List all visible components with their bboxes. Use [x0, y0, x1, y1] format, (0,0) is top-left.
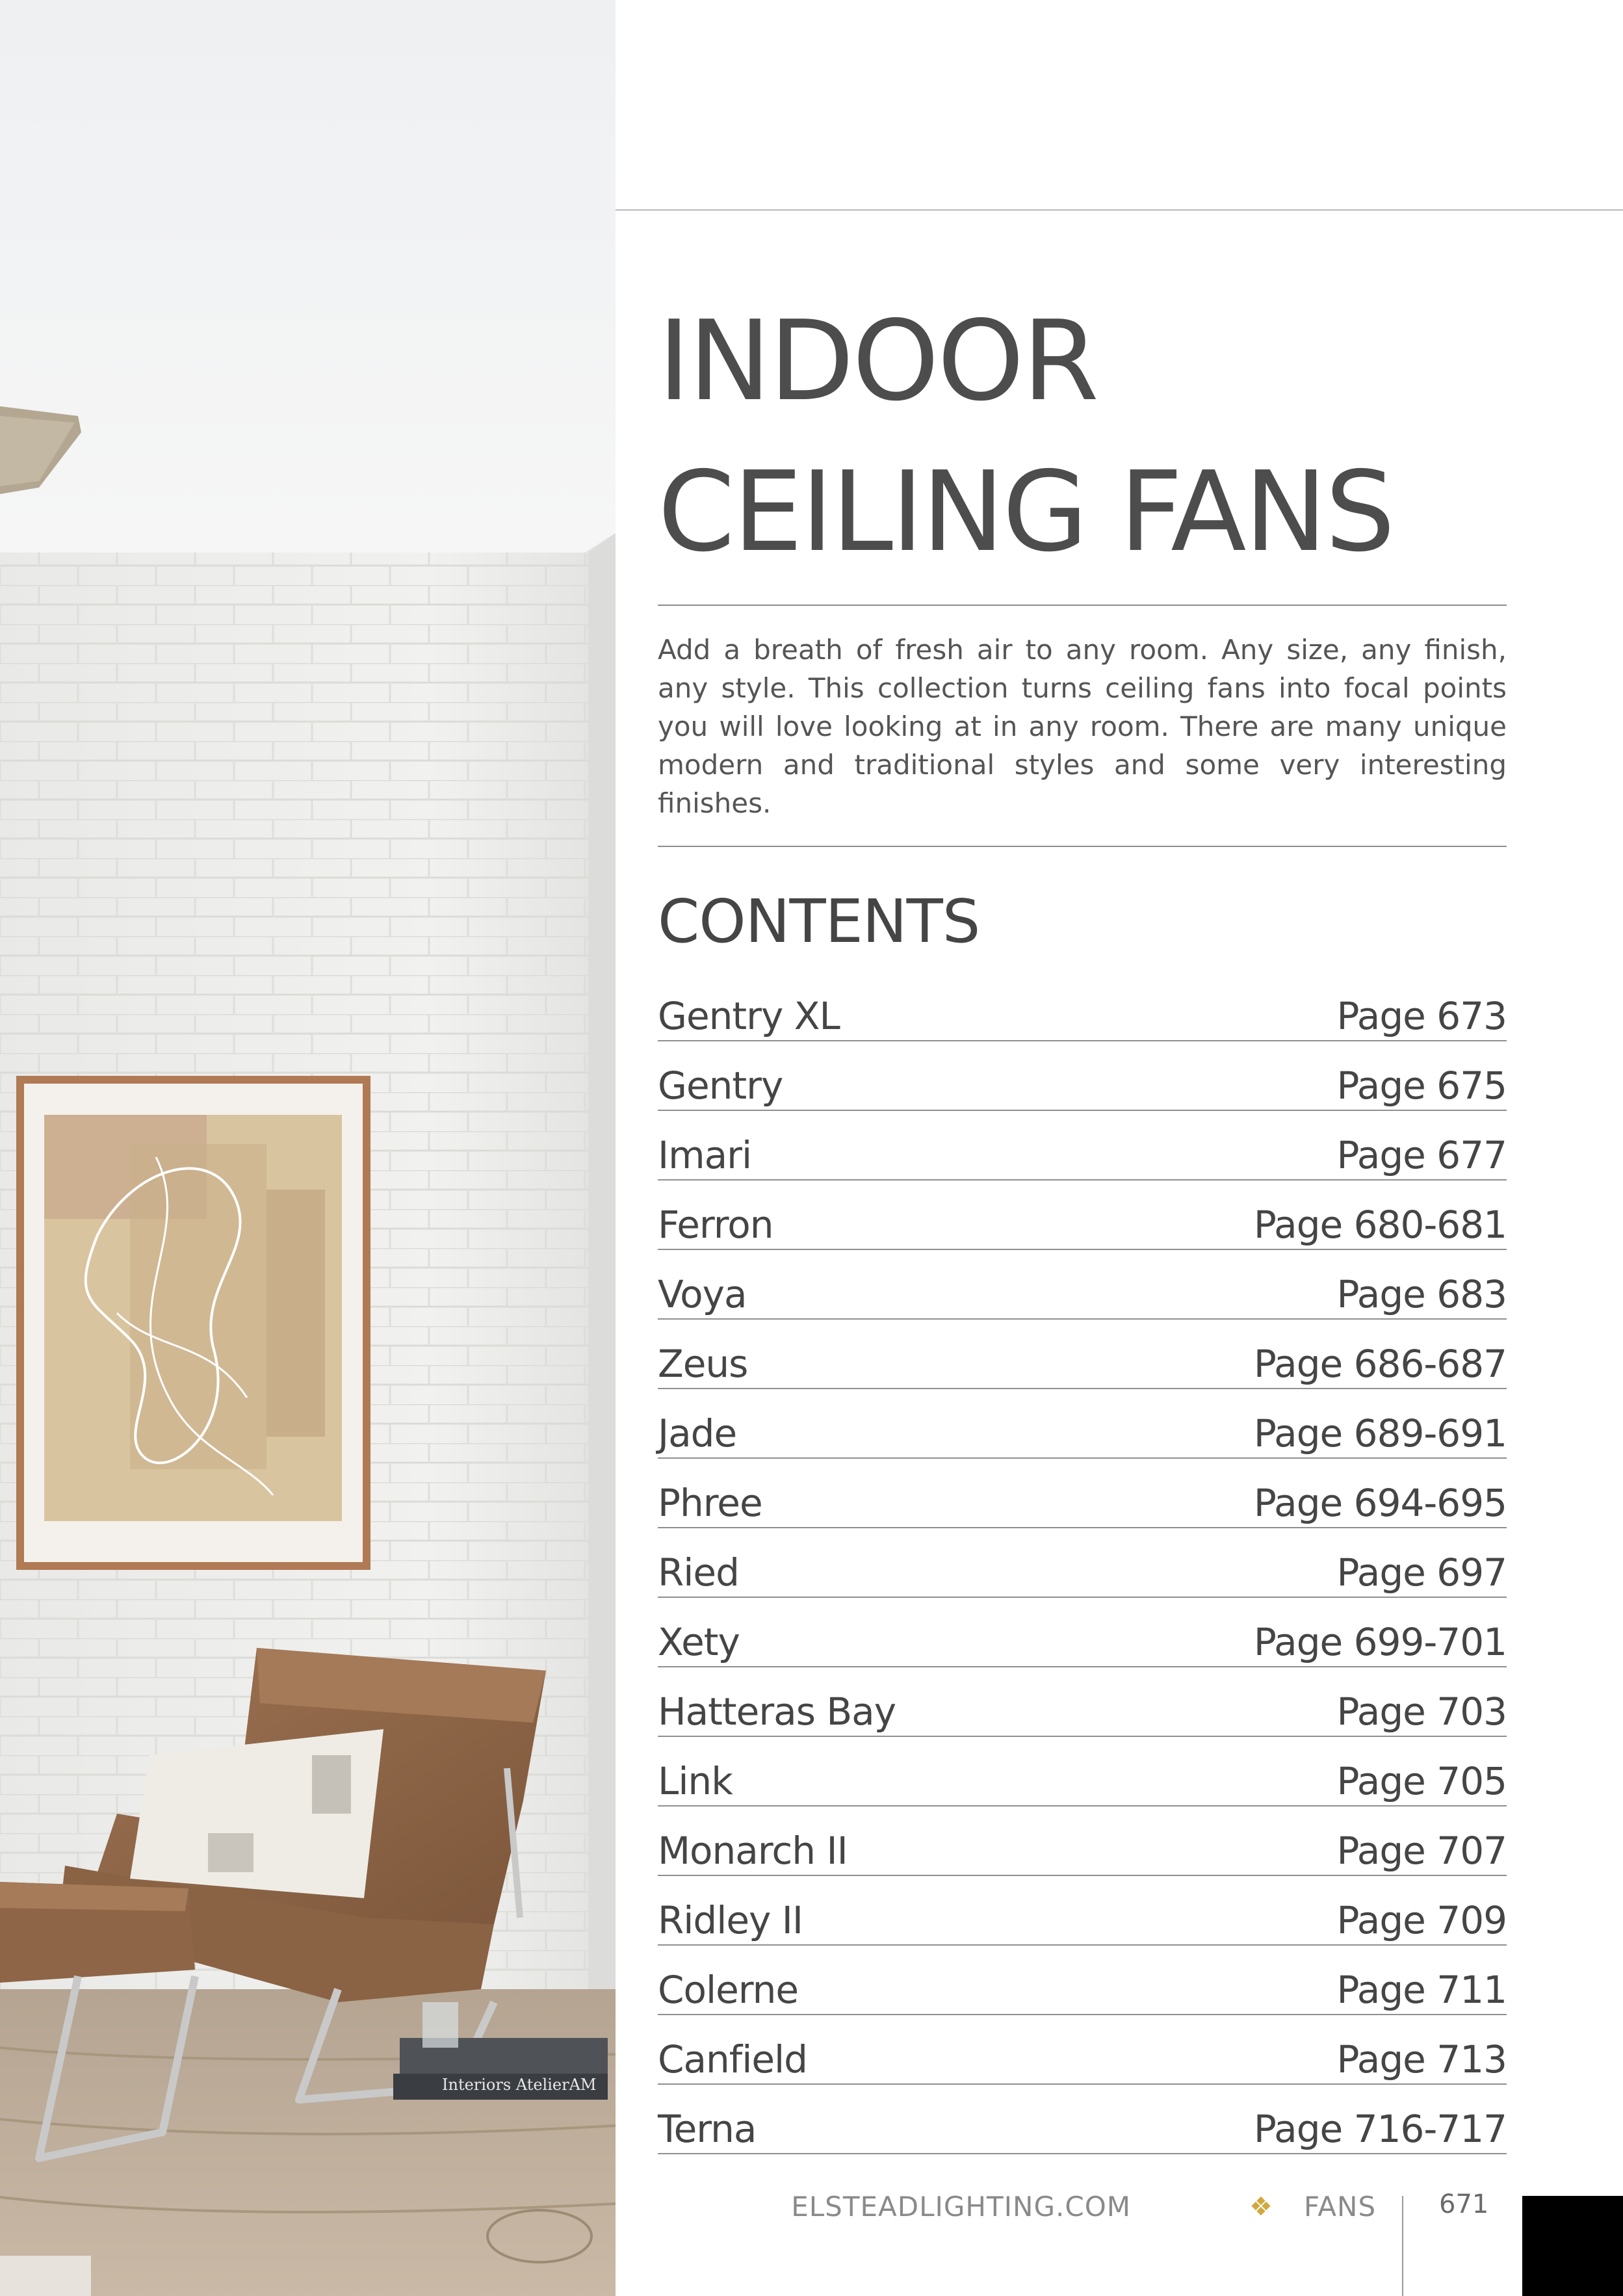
book-title: Interiors AtelierAM	[442, 2076, 597, 2094]
contents-item-name: Ferron	[658, 1203, 773, 1247]
contents-item-page: Page 699-701	[1253, 1620, 1507, 1664]
contents-item-name: Ried	[658, 1550, 739, 1595]
contents-item[interactable]	[658, 1320, 1507, 1389]
contents-item-page: Page 694-695	[1253, 1481, 1507, 1525]
contents-item-page: Page 683	[1336, 1272, 1507, 1316]
intro-divider	[658, 846, 1507, 847]
contents-item-name: Phree	[658, 1481, 762, 1525]
corner-tab	[1522, 2196, 1623, 2296]
contents-item[interactable]	[658, 1667, 1507, 1737]
contents-item-page: Page 677	[1336, 1133, 1507, 1177]
title-line-1: INDOOR	[658, 297, 1097, 426]
contents-item-page: Page 716-717	[1253, 2107, 1507, 2151]
contents-item[interactable]	[658, 1041, 1507, 1111]
contents-item-name: Gentry	[658, 1063, 783, 1108]
contents-item[interactable]	[658, 972, 1507, 1041]
footer	[780, 2184, 1495, 2230]
contents-item[interactable]	[658, 1876, 1507, 1946]
contents-item-name: Terna	[658, 2107, 757, 2151]
contents-item[interactable]	[658, 1250, 1507, 1320]
website-link[interactable]: ELSTEADLIGHTING.COM	[791, 2191, 1131, 2223]
contents-item-name: Monarch II	[658, 1829, 848, 1873]
contents-item-name: Xety	[658, 1620, 740, 1664]
page-number: 671	[1439, 2189, 1489, 2219]
contents-item-name: Zeus	[658, 1342, 748, 1386]
contents-item[interactable]	[658, 2085, 1507, 2154]
contents-item-page: Page 705	[1336, 1759, 1507, 1803]
contents-item-name: Imari	[658, 1133, 752, 1177]
contents-item-page: Page 697	[1336, 1550, 1507, 1595]
contents-item-page: Page 707	[1336, 1829, 1507, 1873]
interior-photo	[0, 0, 616, 2296]
diamond-icon: ❖	[1249, 2192, 1273, 2222]
contents-item-name: Link	[658, 1759, 733, 1803]
top-divider	[616, 209, 1623, 211]
contents-item-page: Page 675	[1336, 1063, 1507, 1108]
contents-list	[658, 972, 1507, 2154]
contents-item-page: Page 686-687	[1253, 1342, 1507, 1386]
intro-paragraph: Add a breath of fresh air to any room. Any size, any finish, any style. This collection turns ceiling fans into focal points you will love looking at in any room. There are many unique modern and traditional styles and some very interesting finishes.	[658, 634, 1507, 819]
contents-item-page: Page 709	[1336, 1898, 1507, 1942]
contents-item[interactable]	[658, 1111, 1507, 1181]
contents-item[interactable]	[658, 1946, 1507, 2015]
contents-item-name: Hatteras Bay	[658, 1689, 896, 1734]
contents-item-page: Page 673	[1336, 994, 1507, 1038]
contents-item[interactable]	[658, 1389, 1507, 1459]
section-label: FANS	[1304, 2191, 1377, 2223]
contents-item-name: Canfield	[658, 2037, 807, 2081]
contents-item-page: Page 703	[1336, 1689, 1507, 1734]
contents-item-page: Page 689-691	[1253, 1411, 1507, 1455]
title-line-2: CEILING FANS	[658, 448, 1394, 577]
contents-item-name: Ridley II	[658, 1898, 803, 1942]
contents-item[interactable]	[658, 1737, 1507, 1807]
contents-item[interactable]	[658, 1807, 1507, 1876]
contents-item-page: Page 680-681	[1253, 1203, 1507, 1247]
page-title	[658, 286, 1507, 588]
contents-item[interactable]	[658, 1181, 1507, 1250]
title-divider	[658, 605, 1507, 606]
contents-item-name: Colerne	[658, 1968, 799, 2012]
contents-item[interactable]	[658, 1598, 1507, 1667]
contents-item-page: Page 711	[1336, 1968, 1507, 2012]
contents-item-name: Voya	[658, 1272, 747, 1316]
contents-item-name: Jade	[658, 1411, 737, 1455]
contents-item[interactable]	[658, 2015, 1507, 2085]
footer-divider	[1402, 2196, 1403, 2296]
contents-item-page: Page 713	[1336, 2037, 1507, 2081]
contents-item[interactable]	[658, 1459, 1507, 1528]
contents-heading: CONTENTS	[658, 887, 980, 956]
contents-item[interactable]	[658, 1528, 1507, 1598]
main-content	[658, 286, 1507, 2154]
contents-item-name: Gentry XL	[658, 994, 840, 1038]
